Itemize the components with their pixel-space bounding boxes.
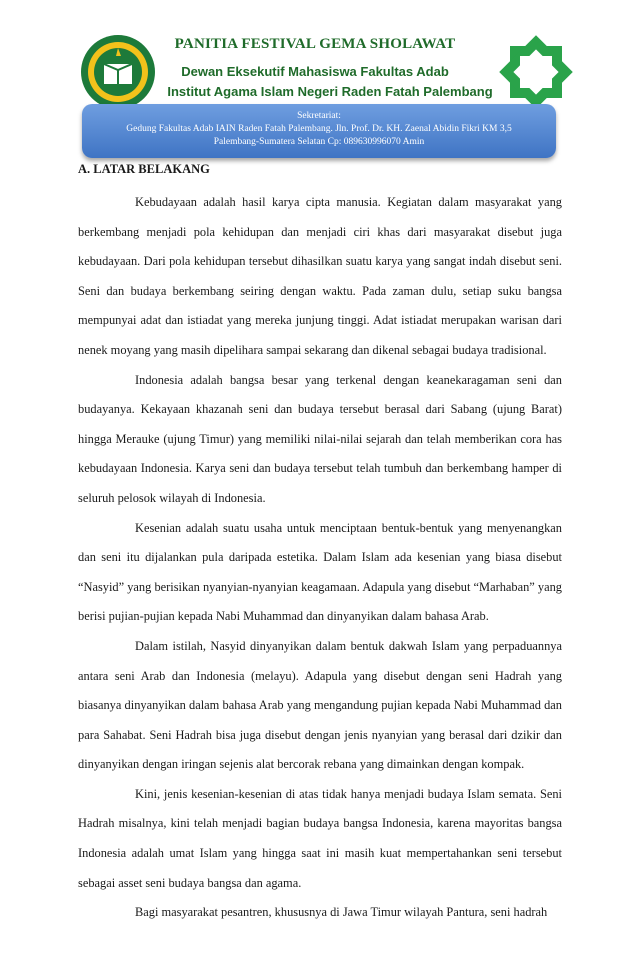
header-subtitle-faculty: Dewan Eksekutif Mahasiswa Fakultas Adab (181, 64, 449, 79)
secretariat-banner (82, 104, 556, 158)
iain-logo-icon (80, 34, 156, 110)
paragraph: Bagi masyarakat pesantren, khususnya di Jawa Timur wilayah Pantura, seni hadrah (135, 905, 548, 920)
paragraph: Dalam istilah, Nasyid dinyanyikan dalam bentuk dakwah Islam yang perpaduannya antara seni Arab dan Indonesia (melayu). Adapula yang disebut dengan seni Hadrah yang biasanya dinyanyikan dalam bahasa Arab yang mengandung pujian kepada Nabi Muhammad dan para Sahabat. Seni Hadrah bisa juga disebut dengan jenis nyanyian yang berasal dari dzikir dan dinyanyikan dengan iringan sejenis alat bercorak rebana yang dimainkan dengan kompak. (78, 638, 562, 772)
header-subtitle-institute: Institut Agama Islam Negeri Raden Fatah Palembang (167, 84, 493, 99)
paragraph: Kebudayaan adalah hasil karya cipta manusia. Kegiatan dalam masyarakat yang berkembang menjadi pola kehidupan dan menjadi ciri khas dari masyarakat disebut juga kebudayaan. Dari pola kehidupan tersebut dihasilkan suatu karya yang sangat indah disebut seni. Seni dan budaya berkembang seiring dengan waktu. Pada zaman dulu, setiap suku bangsa mempunyai adat dan istiadat yang mereka junjung tinggi. Adat istiadat merupakan warisan dari nenek moyang yang masih dipelihara sampai sekarang dan dikenal sebagai budaya tradisional. (78, 195, 562, 357)
document-body (78, 188, 562, 928)
banner-line-address: Gedung Fakultas Adab IAIN Raden Fatah Palembang. Jln. Prof. Dr. KH. Zaenal Abidin Fikri KM 3,5 (126, 124, 512, 134)
header-title: PANITIA FESTIVAL GEMA SHOLAWAT (174, 36, 456, 52)
dema-star-logo-icon (494, 30, 578, 114)
paragraph: Indonesia adalah bangsa besar yang terkenal dengan keanekaragaman seni dan budayanya. Kekayaan khazanah seni dan budaya tersebut berasal dari Sabang (ujung Barat) hingga Merauke (ujung Timur) yang memiliki nilai-nilai sejarah dan telah memberikan cora has kebudayaan Indonesia. Karya seni dan budaya tersebut telah tumbuh dan berkembang hamper di seluruh pelosok wilayah di Indonesia. (78, 372, 562, 505)
banner-line-contact: Palembang-Sumatera Selatan Cp: 089630996070 Amin (213, 137, 425, 147)
section-heading: A. LATAR BELAKANG (78, 162, 210, 176)
paragraph: Kini, jenis kesenian-kesenian di atas tidak hanya menjadi budaya Islam semata. Seni Hadrah misalnya, kini telah menjadi bagian budaya bangsa Indonesia, karena mayoritas bangsa Indonesia adalah umat Islam yang hingga saat ini masih kuat mempertahankan seni tersebut sebagai asset seni budaya bangsa dan agama. (78, 786, 562, 890)
paragraph: Kesenian adalah suatu usaha untuk menciptaan bentuk-bentuk yang menyenangkan dan seni itu dijalankan pula daripada estetika. Dalam Islam ada kesenian yang biasa disebut “Nasyid” yang berisikan nyanyian-nyanyian keagamaan. Adapula yang disebut “Marhaban” yang berisi pujian-pujian kepada Nabi Muhammad dan dinyanyikan dalam bahasa Arab. (78, 520, 562, 624)
banner-line-secretariat: Sekretariat: (297, 111, 341, 121)
